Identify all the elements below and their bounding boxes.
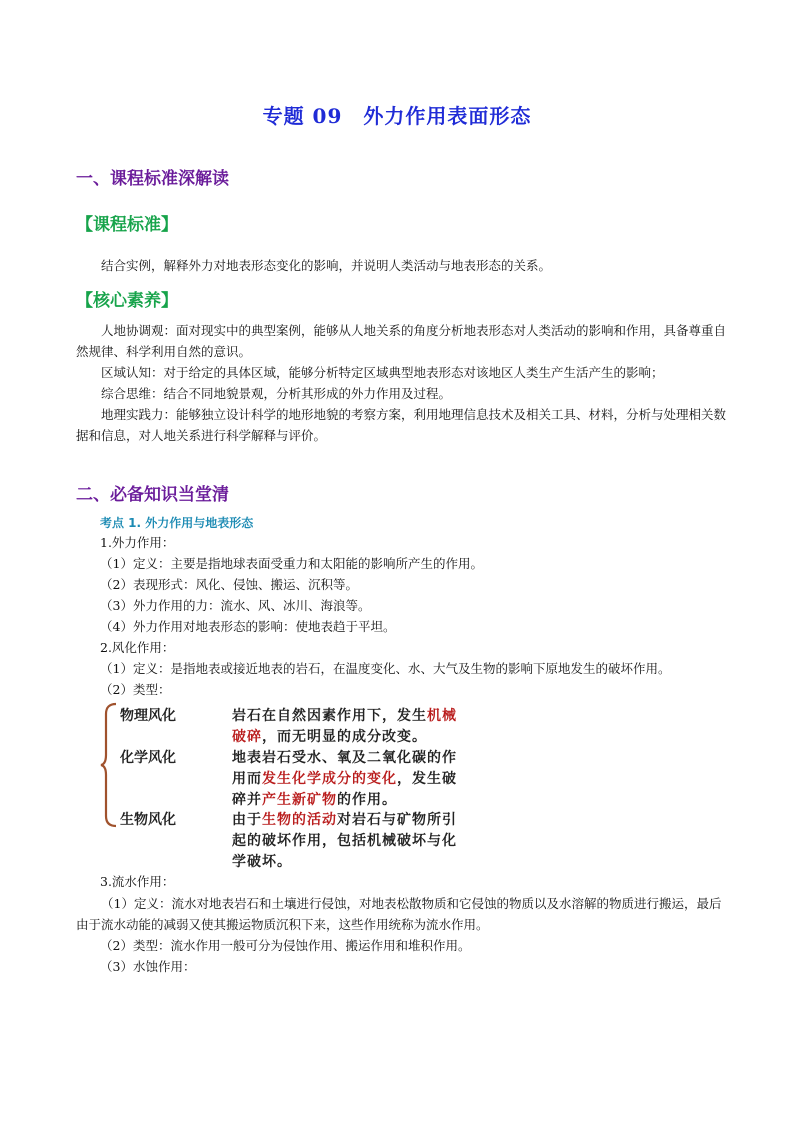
item1-title: 1.外力作用： [100, 535, 175, 550]
biological-weathering-row [120, 810, 590, 874]
physical-weathering-row [120, 706, 590, 748]
item1-line-2: （2）表现形式：风化、侵蚀、搬运、沉积等。 [100, 577, 358, 592]
item1-line-3: （3）外力作用的力：流水、风、冰川、海浪等。 [100, 598, 371, 613]
brace-icon [100, 700, 120, 830]
item3-definition: （1）定义：流水对地表岩石和土壤进行侵蚀，对地表松散物质和它侵蚀的物质以及水溶解的物质进行搬运，最后由于流水动能的减弱又使其搬运物质沉积下来，这些作用统称为流水作用。 [76, 896, 722, 932]
chemical-weathering-row [120, 748, 590, 812]
item2-title: 2.风化作用： [100, 640, 175, 655]
literacy-paragraph-4: 地理实践力：能够独立设计科学的地形地貌的考察方案，利用地理信息技术及相关工具、材料，分析与处理相关数据和信息，对人地关系进行科学解释与评价。 [76, 407, 727, 443]
weathering-diagram [100, 700, 580, 868]
biological-weathering-label: 生物风化 [120, 812, 176, 828]
kaodian-heading: 考点 1. 外力作用与地表形态 [100, 516, 254, 530]
literacy-heading: 【核心素养】 [76, 291, 178, 311]
item1-line-4: （4）外力作用对地表形态的影响：使地表趋于平坦。 [100, 619, 396, 634]
section-heading-2: 二、必备知识当堂清 [76, 485, 229, 505]
item3-title: 3.流水作用： [100, 874, 175, 889]
literacy-paragraph-3: 综合思维：结合不同地貌景观，分析其形成的外力作用及过程。 [101, 386, 452, 401]
item1-line-1: （1）定义：主要是指地球表面受重力和太阳能的影响所产生的作用。 [100, 556, 483, 571]
section-heading-1: 一、课程标准深解读 [76, 169, 229, 189]
item3-erosion: （3）水蚀作用： [100, 959, 196, 974]
physical-weathering-label: 物理风化 [120, 708, 176, 724]
literacy-paragraph-2: 区域认知：对于给定的具体区域，能够分析特定区域典型地表形态对该地区人类生产生活产生的影响； [101, 365, 664, 380]
physical-weathering-text: 岩石在自然因素作用下，发生机械 破碎，而无明显的成分改变。 [232, 708, 457, 745]
page-title: 专题 09 外力作用表面形态 [262, 104, 532, 128]
biological-weathering-text: 由于生物的活动对岩石与矿物所引 起的破坏作用，包括机械破坏与化 学破坏。 [232, 812, 457, 870]
chemical-weathering-label: 化学风化 [120, 750, 176, 766]
standard-text: 结合实例，解释外力对地表形态变化的影响，并说明人类活动与地表形态的关系。 [101, 258, 552, 273]
item2-type: （2）类型： [100, 682, 171, 697]
literacy-paragraph-1: 人地协调观：面对现实中的典型案例，能够从人地关系的角度分析地表形态对人类活动的影响和作用，具备尊重自然规律、科学利用自然的意识。 [76, 323, 727, 359]
standard-heading: 【课程标准】 [76, 215, 178, 235]
item2-definition: （1）定义：是指地表或接近地表的岩石，在温度变化、水、大气及生物的影响下原地发生的破坏作用。 [100, 661, 671, 676]
item3-type: （2）类型：流水作用一般可分为侵蚀作用、搬运作用和堆积作用。 [100, 938, 471, 953]
chemical-weathering-text: 地表岩石受水、氧及二氧化碳的作 用而发生化学成分的变化，发生破 碎并产生新矿物的作用。 [232, 750, 457, 808]
